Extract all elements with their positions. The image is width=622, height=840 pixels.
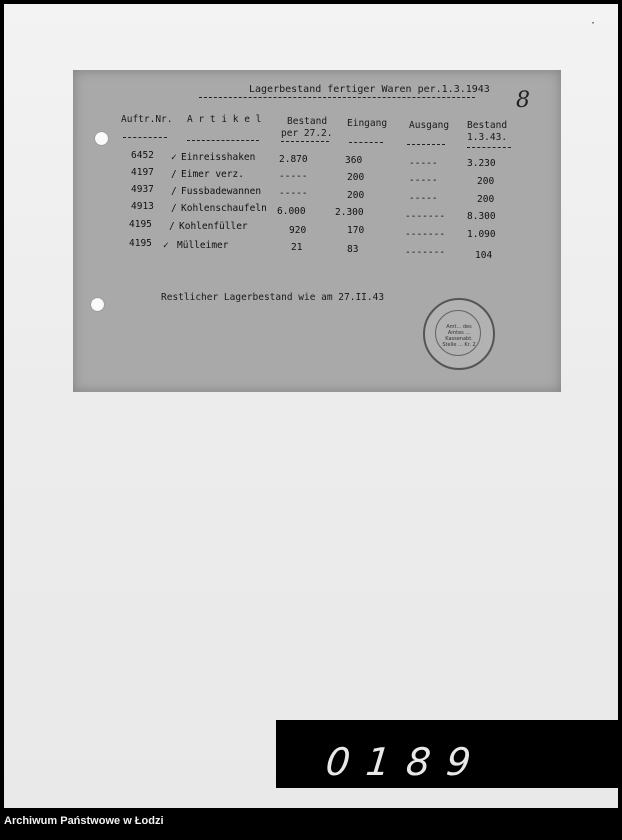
outgoing-value: ----- (409, 175, 438, 186)
outgoing-value: ------- (405, 211, 446, 222)
header-outgoing-underline (407, 144, 445, 145)
frame-number: 0189 (323, 740, 490, 784)
header-order-no-underline (123, 137, 167, 138)
header-order-no: Auftr.Nr. (121, 114, 173, 125)
article-name: Fussbadewannen (181, 186, 262, 197)
remaining-stock-note: Restlicher Lagerbestand wie am 27.II.43 (161, 292, 385, 303)
header-article-underline (187, 140, 259, 141)
check-mark: ✓ (163, 240, 169, 251)
stock-new-value: 3.230 (467, 158, 496, 169)
check-mark: / (169, 221, 175, 232)
stock-new-value: 104 (475, 250, 493, 261)
corner-mark: · (589, 18, 596, 29)
stock-prev-value: 21 (291, 242, 303, 253)
incoming-value: 200 (347, 190, 365, 201)
punch-hole-top (95, 132, 108, 145)
header-outgoing: Ausgang (409, 120, 450, 131)
stamp-text: Amt... des Amtes ... Kassenabt. Stelle ... Kr. 2 (442, 324, 476, 348)
stock-new-value: 200 (477, 176, 495, 187)
check-mark: ✓ (171, 152, 177, 163)
official-stamp (423, 298, 495, 370)
article-name: Kohlenschaufeln (181, 203, 267, 214)
outgoing-value: ----- (409, 158, 438, 169)
archive-credit: Archiwum Państwowe w Łodzi (4, 815, 164, 827)
outgoing-value: ----- (409, 193, 438, 204)
stock-prev-value: 920 (289, 225, 307, 236)
article-name: Kohlenfüller (179, 221, 248, 232)
header-stock-new-date: 1.3.43. (467, 132, 508, 143)
document-title: Lagerbestand fertiger Waren per.1.3.1943 (249, 84, 490, 95)
header-article: A r t i k e l (187, 114, 262, 125)
order-number: 4195 (129, 219, 152, 230)
stock-prev-value: 2.870 (279, 154, 308, 165)
header-incoming-underline (349, 142, 383, 143)
header-stock-prev: Bestand (287, 116, 328, 127)
outgoing-value: ------- (405, 247, 446, 258)
order-number: 4197 (131, 167, 154, 178)
header-stock-prev-underline (281, 141, 329, 142)
check-mark: / (171, 186, 177, 197)
stock-new-value: 8.300 (467, 211, 496, 222)
header-incoming: Eingang (347, 118, 388, 129)
stock-new-value: 1.090 (467, 229, 496, 240)
header-stock-prev-date: per 27.2. (281, 128, 333, 139)
order-number: 4937 (131, 184, 154, 195)
title-underline (199, 97, 475, 98)
article-name: Einreisshaken (181, 152, 256, 163)
incoming-value: 170 (347, 225, 365, 236)
order-number: 6452 (131, 150, 154, 161)
check-mark: / (171, 203, 177, 214)
incoming-value: 83 (347, 244, 359, 255)
article-name: Eimer verz. (181, 169, 244, 180)
punch-hole-bottom (91, 298, 104, 311)
handwritten-mark: 8 (516, 88, 530, 113)
stock-prev-value: 6.000 (277, 206, 306, 217)
order-number: 4913 (131, 201, 154, 212)
article-name: Mülleimer (177, 240, 229, 251)
stock-prev-value: ----- (279, 188, 308, 199)
stock-prev-value: ----- (279, 171, 308, 182)
header-stock-new: Bestand (467, 120, 508, 131)
header-stock-new-underline (467, 147, 511, 148)
stock-new-value: 200 (477, 194, 495, 205)
scan-frame (4, 4, 618, 808)
incoming-value: 200 (347, 172, 365, 183)
outgoing-value: ------- (405, 229, 446, 240)
incoming-value: 360 (345, 155, 363, 166)
order-number: 4195 (129, 238, 152, 249)
check-mark: / (171, 169, 177, 180)
incoming-value: 2.300 (335, 207, 364, 218)
document-sheet (73, 70, 561, 392)
